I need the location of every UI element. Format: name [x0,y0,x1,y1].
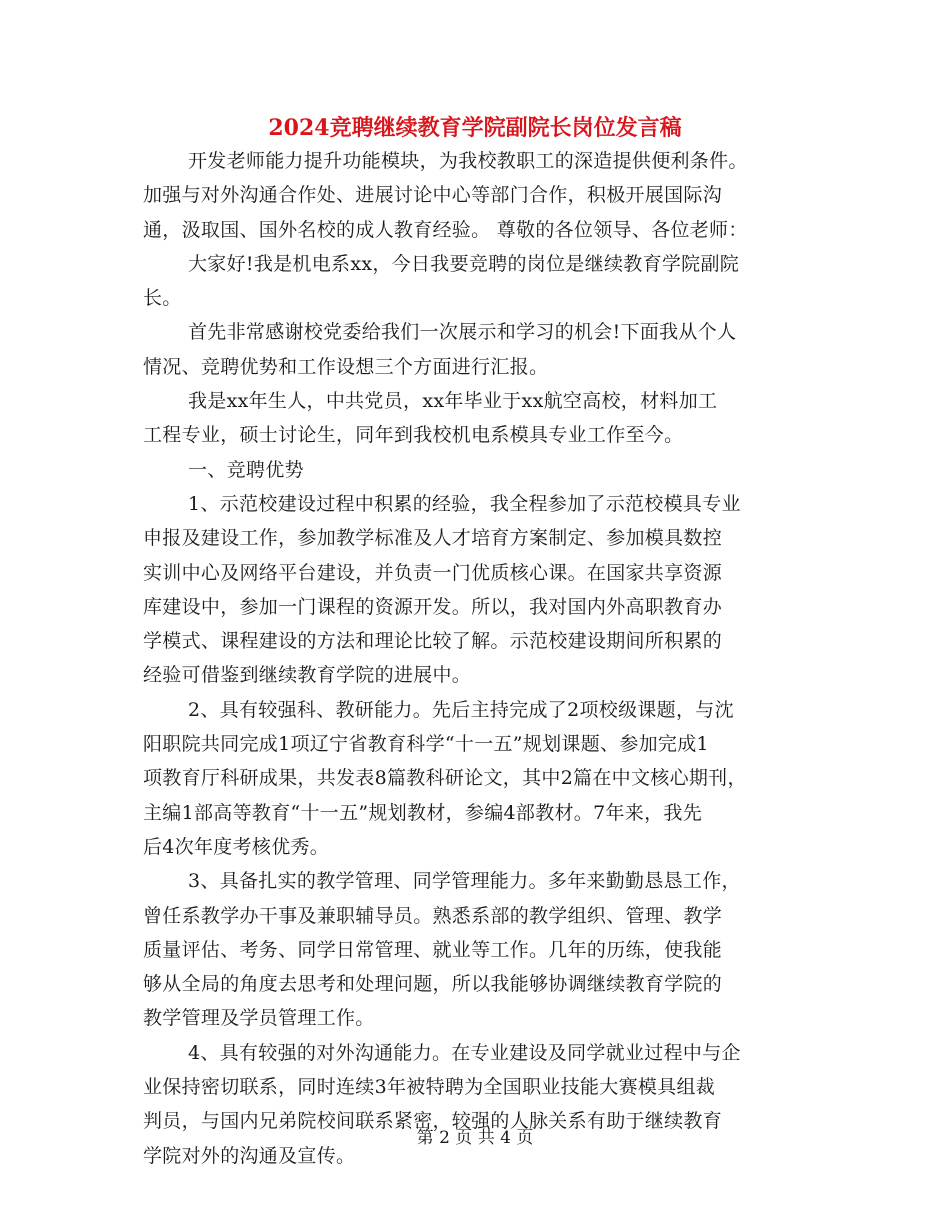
document-body [143,144,823,1173]
paragraph-line: 通，汲取国、国外名校的成人教育经验。 尊敬的各位领导、各位老师： [143,218,748,241]
paragraph-line: 学模式、课程建设的方法和理论比较了解。示范校建设期间所积累的 [143,630,723,653]
paragraph-line: 首先非常感谢校党委给我们一次展示和学习的机会!下面我从个人 [188,321,737,344]
paragraph-line: 我是xx年生人，中共党员，xx年毕业于xx航空高校，材料加工 [188,390,718,413]
paragraph-line: 项教育厅科研成果，共发表8篇教科研论文，其中2篇在中文核心期刊， [143,767,747,790]
paragraph-line: 加强与对外沟通合作处、进展讨论中心等部门合作，积极开展国际沟 [143,184,723,207]
paragraph-line: 2、具有较强科、教研能力。先后主持完成了2项校级课题，与沈 [188,698,734,721]
paragraph-line: 学院对外的沟通及宣传。 [143,1144,356,1167]
paragraph-line: 后4次年度考核优秀。 [143,835,330,858]
paragraph-line: 经验可借鉴到继续教育学院的进展中。 [143,664,472,687]
paragraph-line: 教学管理及学员管理工作。 [143,1007,375,1030]
paragraph-line: 够从全局的角度去思考和处理问题，所以我能够协调继续教育学院的 [143,973,723,996]
paragraph-line: 长。 [143,287,182,310]
paragraph-line: 1、示范校建设过程中积累的经验，我全程参加了示范校模具专业 [188,492,741,515]
paragraph-line: 申报及建设工作，参加教学标准及人才培育方案制定、参加模具数控 [143,527,723,550]
page-footer: 第 2 页 共 4 页 [416,1128,534,1148]
paragraph-line: 判员，与国内兄弟院校间联系紧密，较强的人脉关系有助于继续教育 [143,1110,723,1133]
paragraph-line: 质量评估、考务、同学日常管理、就业等工作。几年的历练，使我能 [143,938,723,961]
document-title: 2024竞聘继续教育学院副院长岗位发言稿 [268,115,682,141]
paragraph-line: 实训中心及网络平台建设，并负责一门优质核心课。在国家共享资源 [143,561,723,584]
paragraph-line: 工程专业，硕士讨论生，同年到我校机电系模具专业工作至今。 [143,424,684,447]
paragraph-line: 一、竞聘优势 [188,458,304,481]
paragraph-line: 主编1部高等教育“十一五”规划教材，参编4部教材。7年来，我先 [143,801,702,824]
paragraph-line: 开发老师能力提升功能模块，为我校教职工的深造提供便利条件。 [188,150,748,172]
paragraph-line: 情况、竞聘优势和工作设想三个方面进行汇报。 [143,355,549,378]
paragraph-line: 大家好!我是机电系xx，今日我要竞聘的岗位是继续教育学院副院 [188,252,740,275]
paragraph-line: 曾任系教学办干事及兼职辅导员。熟悉系部的教学组织、管理、教学 [143,904,723,927]
paragraph-line: 业保持密切联系，同时连续3年被特聘为全国职业技能大赛模具组裁 [143,1076,716,1099]
paragraph-line: 库建设中，参加一门课程的资源开发。所以，我对国内外高职教育办 [143,595,723,618]
paragraph-line: 4、具有较强的对外沟通能力。在专业建设及同学就业过程中与企 [188,1041,741,1064]
paragraph-line: 阳职院共同完成1项辽宁省教育科学“十一五”规划课题、参加完成1 [143,733,709,756]
paragraph-line: 3、具备扎实的教学管理、同学管理能力。多年来勤勤恳恳工作， [188,870,741,893]
